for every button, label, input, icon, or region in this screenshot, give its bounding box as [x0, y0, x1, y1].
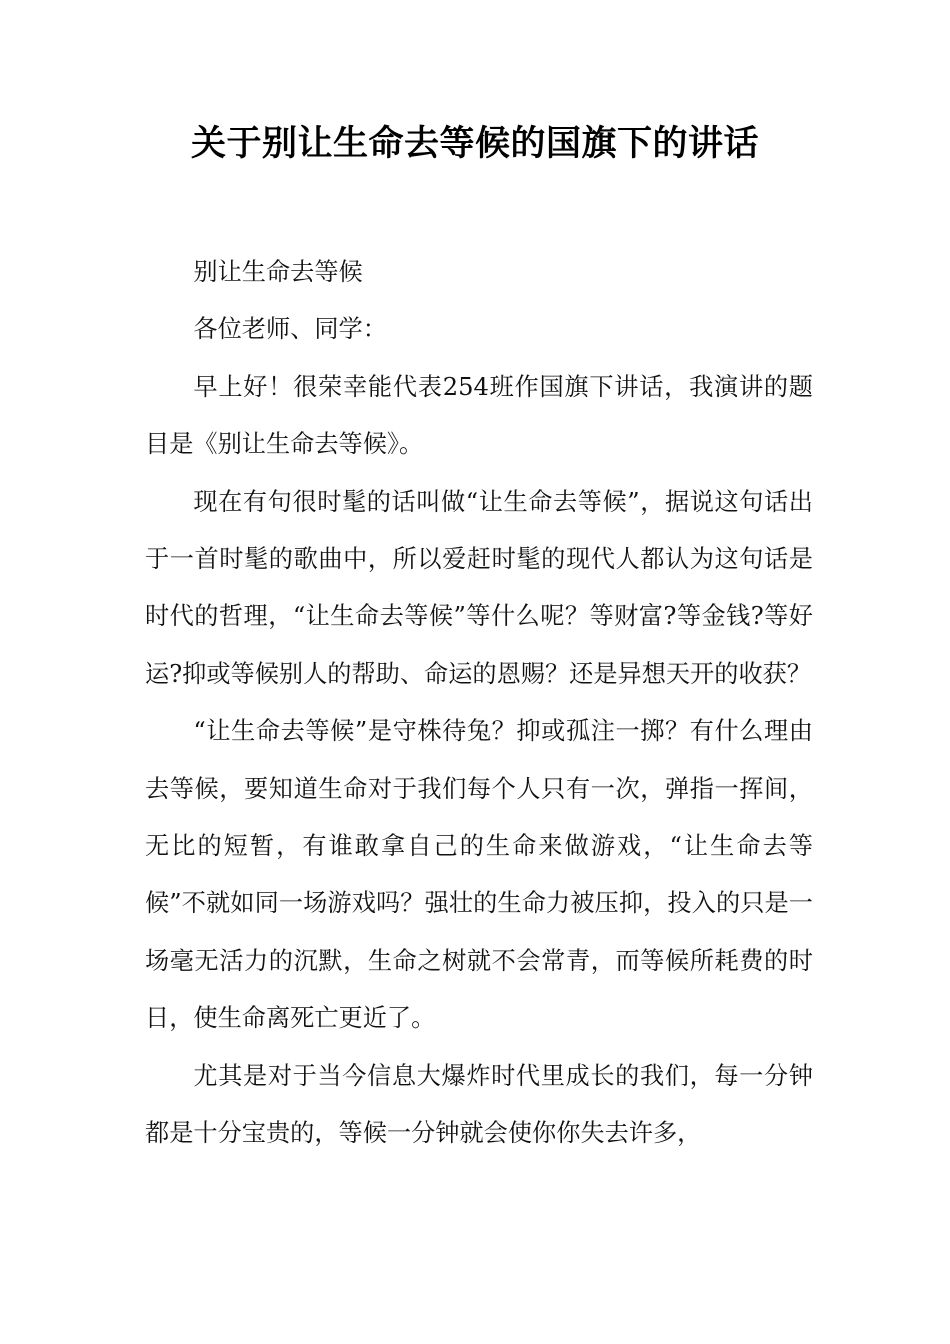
speech-heading: 别让生命去等候 [193, 258, 363, 286]
document-body [145, 244, 813, 1163]
paragraph-greeting: 早上好！很荣幸能代表254班作国旗下讲话，我演讲的题目是《别让生命去等候》。 [145, 372, 813, 459]
paragraph-information-age: 尤其是对于当今信息大爆炸时代里成长的我们，每一分钟都是十分宝贵的，等候一分钟就会使你你失去许多， [145, 1061, 813, 1148]
salutation: 各位老师、同学： [193, 315, 387, 344]
paragraph-fashion-phrase: 现在有句很时髦的话叫做“让生命去等候”，据说这句话出于一首时髦的歌曲中，所以爱赶时髦的现代人都认为这句话是时代的哲理，“让生命去等候”等什么呢？等财富?等金钱?等好运?抑或等候别人的帮助、命运的恩赐？还是异想天开的收获？ [145, 487, 813, 688]
paragraph-waiting-reason: “让生命去等候”是守株待兔？抑或孤注一掷？有什么理由去等候，要知道生命对于我们每个人只有一次，弹指一挥间，无比的短暂，有谁敢拿自己的生命来做游戏，“让生命去等候”不就如同一场游戏吗？强壮的生命力被压抑，投入的只是一场毫无活力的沉默，生命之树就不会常青，而等候所耗费的时日，使生命离死亡更近了。 [145, 717, 813, 1033]
document-title: 关于别让生命去等候的国旗下的讲话 [190, 123, 759, 164]
